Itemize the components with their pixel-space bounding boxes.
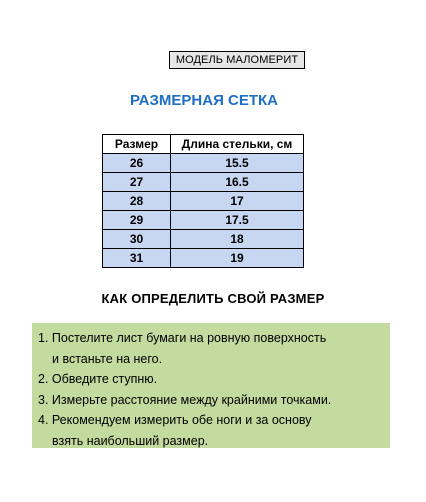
table-row (103, 230, 304, 249)
length-cell: 19 (171, 249, 304, 268)
header-size: Размер (103, 135, 171, 154)
table-row (103, 249, 304, 268)
instruction-line: 3. Измерьте расстояние между крайними точками. (38, 392, 332, 407)
length-cell: 16.5 (171, 173, 304, 192)
size-table (102, 134, 304, 268)
instructions-box (32, 323, 390, 448)
size-cell: 27 (103, 173, 171, 192)
instruction-line: взять наибольший размер. (52, 433, 209, 448)
table-row (103, 173, 304, 192)
header-insole-length: Длина стельки, см (171, 135, 304, 154)
size-cell: 30 (103, 230, 171, 249)
length-cell: 17 (171, 192, 304, 211)
table-row (103, 211, 304, 230)
instruction-line: 4. Рекомендуем измерить обе ноги и за основу (38, 413, 312, 427)
model-label: МОДЕЛЬ МАЛОМЕРИТ (169, 51, 305, 69)
howto-heading: КАК ОПРЕДЕЛИТЬ СВОЙ РАЗМЕР (101, 291, 325, 306)
size-cell: 28 (103, 192, 171, 211)
size-cell: 29 (103, 211, 171, 230)
length-cell: 15.5 (171, 154, 304, 173)
table-header-row (103, 135, 304, 154)
page-title: РАЗМЕРНАЯ СЕТКА (129, 92, 279, 109)
instruction-line: 2. Обведите ступню. (38, 372, 158, 386)
instruction-line: 1. Постелите лист бумаги на ровную поверхность (38, 331, 327, 345)
size-cell: 31 (103, 249, 171, 268)
size-cell: 26 (103, 154, 171, 173)
instruction-line: и встаньте на него. (52, 351, 163, 366)
table-row (103, 154, 304, 173)
length-cell: 17.5 (171, 211, 304, 230)
length-cell: 18 (171, 230, 304, 249)
table-row (103, 192, 304, 211)
